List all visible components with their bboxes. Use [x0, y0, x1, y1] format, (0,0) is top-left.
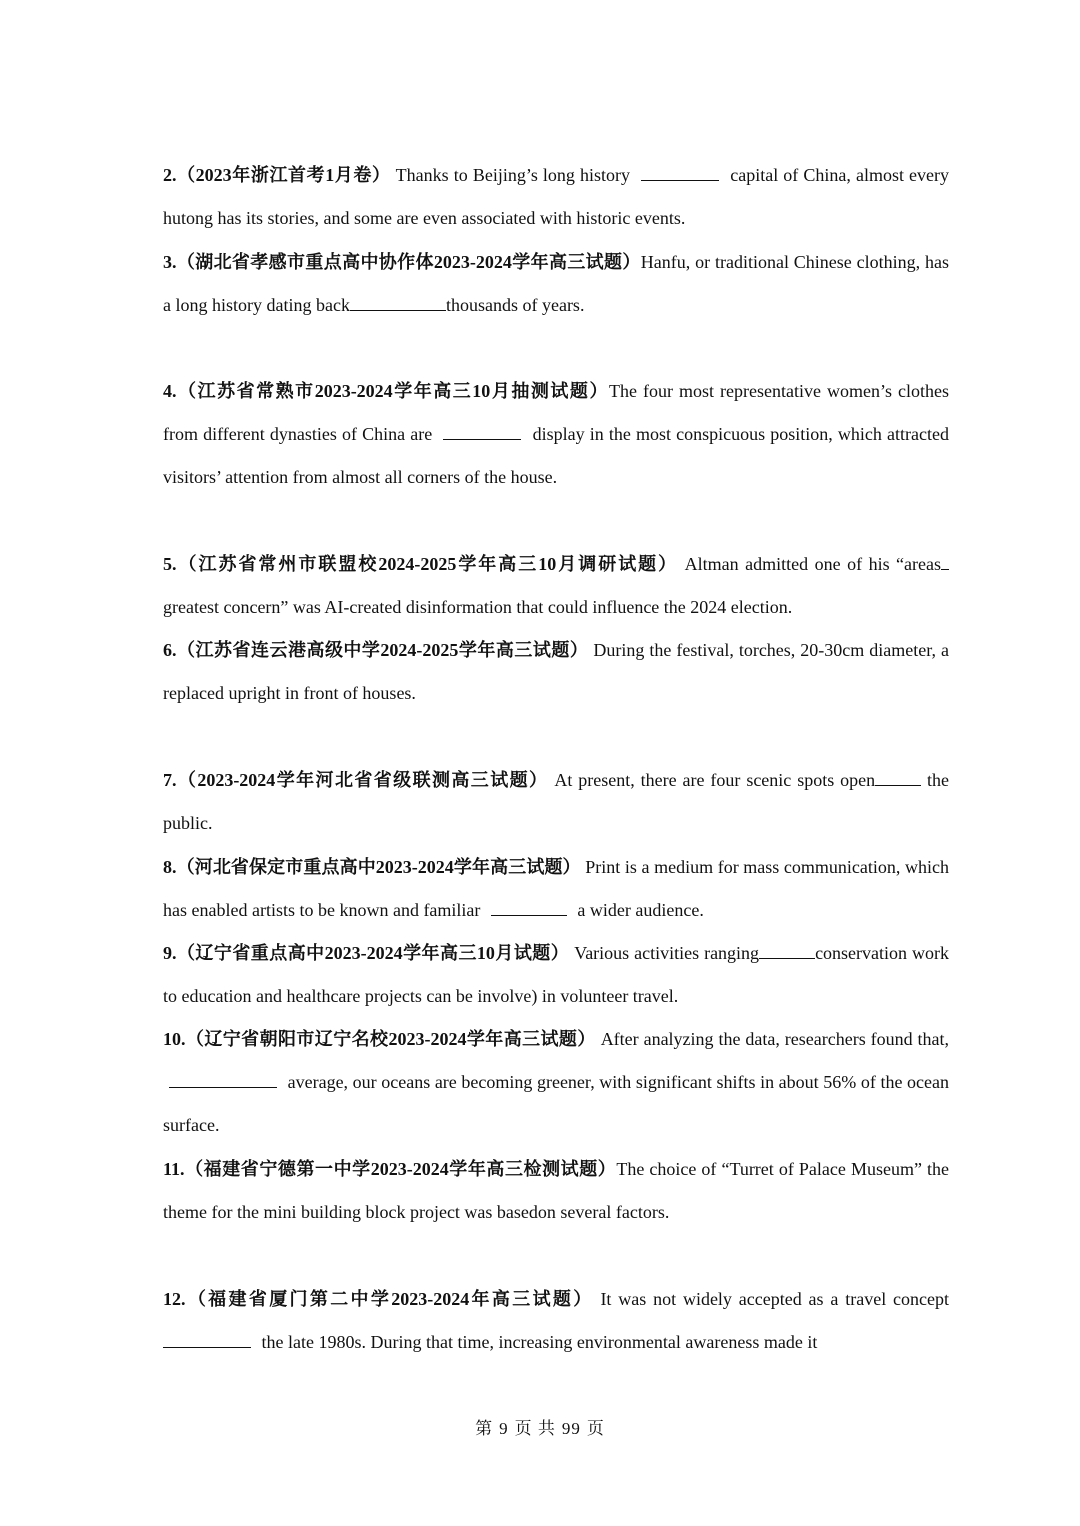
footer-prefix: 第: [475, 1419, 494, 1438]
footer-suffix: 页: [586, 1419, 605, 1438]
question-number: 4.: [163, 381, 177, 401]
question-text: thousands of years.: [445, 295, 585, 315]
question-source: （福建省厦门第二中学2023-2024年高三试题）: [185, 1289, 594, 1309]
page-number: 9: [499, 1419, 509, 1438]
question-7: [163, 759, 949, 845]
question-text: Various activities ranging: [574, 943, 760, 963]
question-number: 9.: [163, 943, 177, 963]
answer-blank[interactable]: [759, 944, 815, 959]
question-text: display in the most conspicuous position, which attracted visitors’ attention from almost all corners of the house.: [163, 424, 949, 487]
question-text: Thanks to Beijing’s long history: [395, 165, 631, 185]
question-number: 5.: [163, 554, 177, 574]
question-12: [163, 1278, 949, 1364]
question-number: 3.: [163, 252, 177, 272]
question-text: capital of China, almost every hutong has its stories, and some are even associated with historic events.: [163, 165, 950, 228]
question-text: During the festival, torches, 20-30cm diameter, a replaced upright in front of houses.: [163, 640, 949, 703]
answer-blank[interactable]: [169, 1073, 277, 1088]
question-text: conservation work to education and healthcare projects can be involve) in volunteer travel.: [163, 943, 949, 1006]
question-10: [163, 1018, 949, 1147]
footer-middle: 页 共: [514, 1419, 556, 1438]
question-text: greatest concern” was AI-created disinformation that could influence the 2024 election.: [163, 597, 793, 617]
question-text: average, our oceans are becoming greener, with significant shifts in about 56% of the ocean surface.: [163, 1072, 949, 1135]
question-2: [163, 154, 949, 240]
question-number: 8.: [163, 857, 177, 877]
question-text: The four most representative women’s clothes from different dynasties of China are: [163, 381, 949, 444]
question-9: [163, 932, 949, 1018]
page-footer: [0, 1414, 1080, 1439]
question-source: （江苏省常州市联盟校2024-2025学年高三10月调研试题）: [176, 554, 679, 574]
question-source: （辽宁省朝阳市辽宁名校2023-2024学年高三试题）: [185, 1029, 596, 1049]
question-number: 6.: [163, 640, 177, 660]
question-text: the public.: [163, 770, 950, 833]
question-text: After analyzing the data, researchers found that,: [600, 1029, 950, 1049]
question-text: Hanfu, or traditional Chinese clothing, has a long history dating back: [163, 252, 949, 315]
answer-blank[interactable]: [875, 771, 921, 786]
question-6: [163, 629, 949, 715]
question-source: （2023-2024学年河北省省级联测高三试题）: [176, 770, 549, 790]
answer-blank[interactable]: [641, 166, 719, 181]
answer-blank[interactable]: [443, 425, 521, 440]
answer-blank[interactable]: [941, 555, 949, 570]
question-4: [163, 370, 949, 499]
question-number: 7.: [163, 770, 177, 790]
question-source: （福建省宁德第一中学2023-2024学年高三检测试题）: [184, 1159, 617, 1179]
total-pages: 99: [561, 1419, 581, 1438]
question-text: a wider audience.: [577, 900, 704, 920]
question-number: 11.: [163, 1159, 185, 1179]
answer-blank[interactable]: [350, 296, 446, 311]
question-text: It was not widely accepted as a travel concept: [600, 1289, 949, 1309]
question-text: the late 1980s. During that time, increasing environmental awareness made it: [261, 1332, 818, 1352]
question-source: （湖北省孝感市重点高中协作体2023-2024学年高三试题）: [176, 252, 641, 272]
question-text: The choice of “Turret of Palace Museum” the theme for the mini building block project was basedon several factors.: [163, 1159, 949, 1222]
question-text: At present, there are four scenic spots open: [554, 770, 876, 790]
question-source: （河北省保定市重点高中2023-2024学年高三试题）: [176, 857, 581, 877]
question-5: [163, 543, 949, 629]
question-source: （辽宁省重点高中2023-2024学年高三10月试题）: [176, 943, 570, 963]
question-number: 12.: [163, 1289, 186, 1309]
question-source: （江苏省常熟市2023-2024学年高三10月抽测试题）: [176, 381, 609, 401]
question-11: [163, 1148, 949, 1234]
question-number: 2.: [163, 165, 177, 185]
question-source: （2023年浙江首考1月卷）: [176, 165, 391, 185]
question-8: [163, 846, 949, 932]
question-text: Altman admitted one of his “areas: [684, 554, 942, 574]
question-text: Print is a medium for mass communication, which has enabled artists to be known and familiar: [163, 857, 949, 920]
question-3: [163, 241, 949, 327]
answer-blank[interactable]: [491, 901, 567, 916]
answer-blank[interactable]: [163, 1333, 251, 1348]
question-source: （江苏省连云港高级中学2024-2025学年高三试题）: [176, 640, 589, 660]
question-number: 10.: [163, 1029, 186, 1049]
